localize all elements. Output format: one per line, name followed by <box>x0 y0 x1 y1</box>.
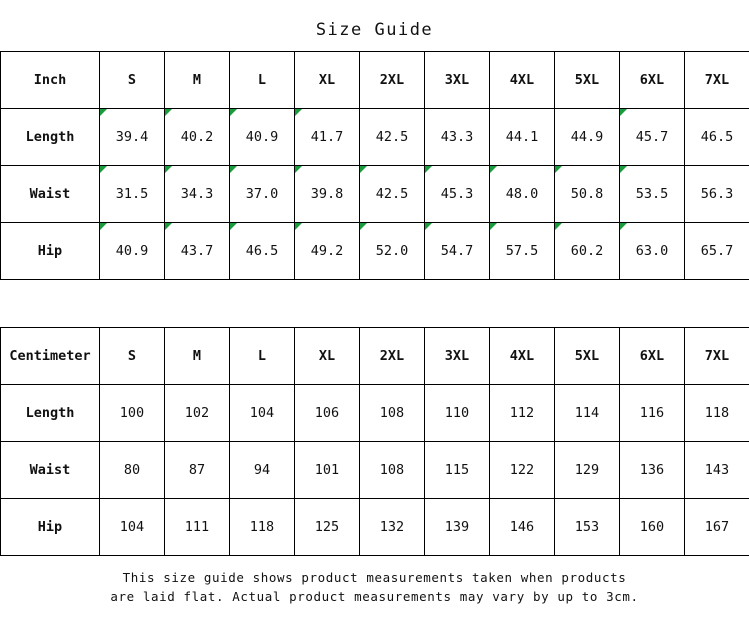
measure-cell: 65.7 <box>685 222 749 279</box>
table-row <box>1 108 749 165</box>
row-label-waist: Waist <box>1 165 100 222</box>
measure-cell: 34.3 <box>165 165 230 222</box>
table-row <box>1 222 749 279</box>
unit-header-inch: Inch <box>1 51 100 108</box>
measure-cell: 108 <box>360 384 425 441</box>
size-header: 6XL <box>620 327 685 384</box>
measure-cell: 60.2 <box>555 222 620 279</box>
footer-note <box>0 556 749 607</box>
measure-cell: 46.5 <box>685 108 749 165</box>
measure-cell: 153 <box>555 498 620 555</box>
measure-cell: 41.7 <box>295 108 360 165</box>
size-header: S <box>100 51 165 108</box>
measure-cell: 50.8 <box>555 165 620 222</box>
measure-cell: 167 <box>685 498 749 555</box>
table-row <box>1 51 749 108</box>
measure-cell: 45.3 <box>425 165 490 222</box>
row-label-length: Length <box>1 384 100 441</box>
measure-cell: 125 <box>295 498 360 555</box>
measure-cell: 116 <box>620 384 685 441</box>
measure-cell: 53.5 <box>620 165 685 222</box>
measure-cell: 129 <box>555 441 620 498</box>
measure-cell: 40.2 <box>165 108 230 165</box>
inch-size-table <box>0 51 749 280</box>
unit-header-centimeter: Centimeter <box>1 327 100 384</box>
table-row <box>1 327 749 384</box>
row-label-hip: Hip <box>1 222 100 279</box>
size-header: 5XL <box>555 327 620 384</box>
measure-cell: 46.5 <box>230 222 295 279</box>
measure-cell: 114 <box>555 384 620 441</box>
centimeter-size-table <box>0 327 749 556</box>
page-title: Size Guide <box>315 20 434 40</box>
row-label-hip: Hip <box>1 498 100 555</box>
measure-cell: 108 <box>360 441 425 498</box>
measure-cell: 110 <box>425 384 490 441</box>
measure-cell: 57.5 <box>490 222 555 279</box>
measure-cell: 42.5 <box>360 108 425 165</box>
size-header: 2XL <box>360 327 425 384</box>
size-header: 7XL <box>685 327 749 384</box>
measure-cell: 118 <box>230 498 295 555</box>
size-header: 4XL <box>490 51 555 108</box>
size-header: 6XL <box>620 51 685 108</box>
measure-cell: 115 <box>425 441 490 498</box>
table-divider <box>0 280 749 327</box>
measure-cell: 102 <box>165 384 230 441</box>
measure-cell: 31.5 <box>100 165 165 222</box>
measure-cell: 45.7 <box>620 108 685 165</box>
size-header: XL <box>295 327 360 384</box>
size-header: M <box>165 51 230 108</box>
measure-cell: 52.0 <box>360 222 425 279</box>
measure-cell: 136 <box>620 441 685 498</box>
row-label-length: Length <box>1 108 100 165</box>
measure-cell: 143 <box>685 441 749 498</box>
measure-cell: 39.4 <box>100 108 165 165</box>
measure-cell: 94 <box>230 441 295 498</box>
measure-cell: 40.9 <box>100 222 165 279</box>
size-header: L <box>230 327 295 384</box>
size-header: S <box>100 327 165 384</box>
table-row <box>1 441 749 498</box>
measure-cell: 63.0 <box>620 222 685 279</box>
footer-line-2: are laid flat. Actual product measurements may vary by up to 3cm. <box>110 589 639 605</box>
size-header: M <box>165 327 230 384</box>
measure-cell: 104 <box>100 498 165 555</box>
measure-cell: 54.7 <box>425 222 490 279</box>
measure-cell: 146 <box>490 498 555 555</box>
measure-cell: 139 <box>425 498 490 555</box>
measure-cell: 43.3 <box>425 108 490 165</box>
size-header: 2XL <box>360 51 425 108</box>
size-header: 4XL <box>490 327 555 384</box>
measure-cell: 101 <box>295 441 360 498</box>
measure-cell: 42.5 <box>360 165 425 222</box>
measure-cell: 56.3 <box>685 165 749 222</box>
measure-cell: 104 <box>230 384 295 441</box>
size-header: 3XL <box>425 327 490 384</box>
size-header: L <box>230 51 295 108</box>
measure-cell: 43.7 <box>165 222 230 279</box>
measure-cell: 44.9 <box>555 108 620 165</box>
measure-cell: 160 <box>620 498 685 555</box>
table-row <box>1 384 749 441</box>
size-header: XL <box>295 51 360 108</box>
measure-cell: 40.9 <box>230 108 295 165</box>
measure-cell: 39.8 <box>295 165 360 222</box>
size-header: 5XL <box>555 51 620 108</box>
measure-cell: 111 <box>165 498 230 555</box>
measure-cell: 100 <box>100 384 165 441</box>
measure-cell: 132 <box>360 498 425 555</box>
measure-cell: 37.0 <box>230 165 295 222</box>
measure-cell: 122 <box>490 441 555 498</box>
table-row <box>1 498 749 555</box>
measure-cell: 106 <box>295 384 360 441</box>
measure-cell: 87 <box>165 441 230 498</box>
measure-cell: 118 <box>685 384 749 441</box>
measure-cell: 49.2 <box>295 222 360 279</box>
measure-cell: 80 <box>100 441 165 498</box>
table-row <box>1 165 749 222</box>
row-label-waist: Waist <box>1 441 100 498</box>
measure-cell: 48.0 <box>490 165 555 222</box>
measure-cell: 44.1 <box>490 108 555 165</box>
measure-cell: 112 <box>490 384 555 441</box>
size-header: 7XL <box>685 51 749 108</box>
size-header: 3XL <box>425 51 490 108</box>
footer-line-1: This size guide shows product measurements taken when products <box>122 569 627 585</box>
